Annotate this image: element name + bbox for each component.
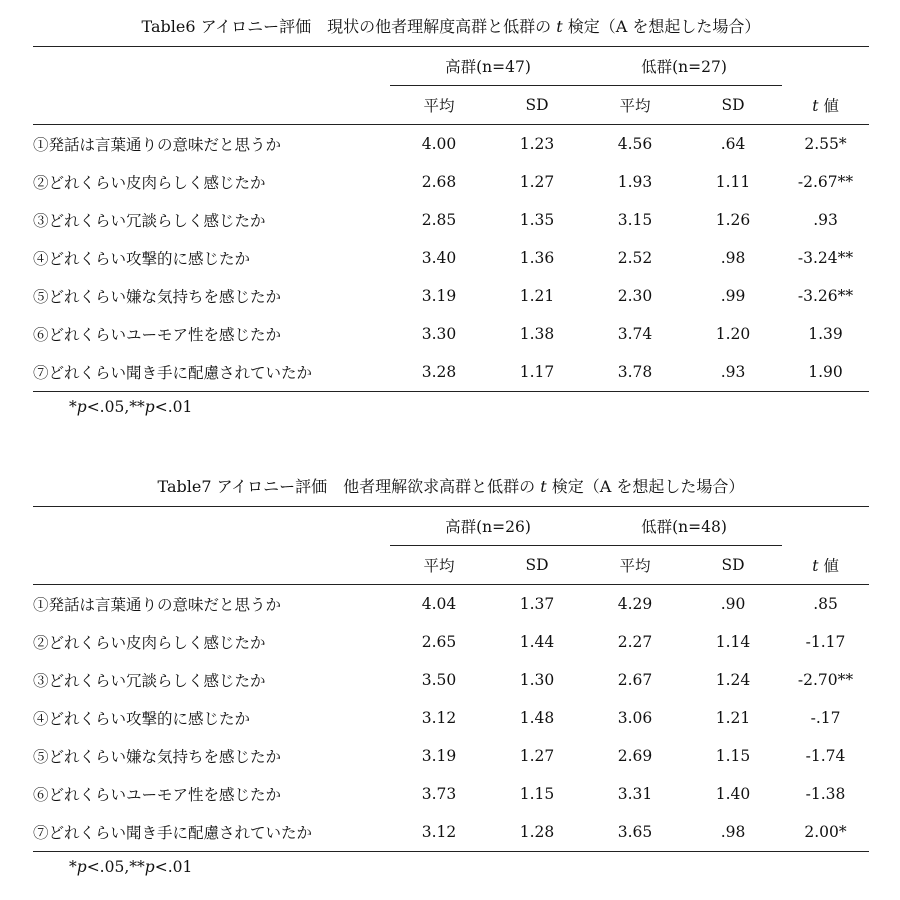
low-mean-cell: 2.30 — [617, 287, 653, 305]
low-sd-cell: .64 — [720, 135, 746, 153]
high-mean-cell: 3.19 — [421, 287, 457, 305]
t-value-cell: -1.74 — [805, 747, 846, 765]
low-sd-cell: 1.14 — [715, 633, 751, 651]
col-mean-high: 平均 — [390, 546, 488, 585]
high-mean-cell: 3.12 — [421, 709, 457, 727]
high-mean-cell: 2.85 — [421, 211, 457, 229]
low-sd-cell: .93 — [684, 353, 782, 392]
table-row — [33, 125, 869, 164]
col-sd-low: SD — [684, 546, 782, 585]
t-value-cell: 1.90 — [782, 353, 869, 392]
row-label-cell: ③どれくらい冗談らしく感じたか — [33, 212, 266, 230]
col-mean-high: 平均 — [390, 86, 488, 125]
col-sd-high: SD — [488, 86, 586, 125]
high-sd-cell: 1.44 — [519, 633, 555, 651]
row-label-cell: ⑤どれくらい嫌な気持ちを感じたか — [33, 748, 282, 766]
table-row — [33, 585, 869, 624]
t-value-cell: -3.26** — [797, 287, 854, 305]
row-label-cell: ⑥どれくらいユーモア性を感じたか — [33, 786, 282, 804]
high-sd-cell: 1.28 — [488, 813, 586, 852]
col-t: t 値 — [782, 86, 869, 125]
t-value-cell: -1.38 — [805, 785, 846, 803]
row-label-cell: ①発話は言葉通りの意味だと思うか — [33, 136, 282, 154]
table-row — [33, 775, 869, 813]
low-mean-cell: 3.78 — [586, 353, 684, 392]
high-sd-cell: 1.23 — [519, 135, 555, 153]
t-value-cell: -3.24** — [797, 249, 854, 267]
t-value-cell: 2.00* — [782, 813, 869, 852]
high-mean-cell: 3.28 — [390, 353, 488, 392]
high-mean-cell: 3.50 — [421, 671, 457, 689]
high-mean-cell: 4.04 — [421, 595, 457, 613]
col-mean-low: 平均 — [586, 546, 684, 585]
low-mean-cell: 2.27 — [617, 633, 653, 651]
high-sd-cell: 1.37 — [519, 595, 555, 613]
high-sd-cell: 1.30 — [519, 671, 555, 689]
low-mean-cell: 3.65 — [586, 813, 684, 852]
low-sd-cell: 1.21 — [715, 709, 751, 727]
low-sd-cell: .99 — [720, 287, 746, 305]
group-high-header: 高群(n=47) — [390, 47, 586, 86]
row-label-cell: ④どれくらい攻撃的に感じたか — [33, 250, 251, 268]
significance-note: *p<.05,**p<.01 — [69, 858, 193, 876]
low-mean-cell: 4.56 — [617, 135, 653, 153]
t-value-cell: .93 — [813, 211, 838, 229]
table-row — [33, 315, 869, 353]
row-label-cell: ③どれくらい冗談らしく感じたか — [33, 672, 266, 690]
high-mean-cell: 4.00 — [421, 135, 457, 153]
high-mean-cell: 2.68 — [421, 173, 457, 191]
low-sd-cell: 1.40 — [715, 785, 751, 803]
t-value-cell: 2.55* — [804, 135, 847, 153]
table-caption: Table7 アイロニー評価 他者理解欲求高群と低群の t 検定（A を想起した場合） — [157, 477, 745, 496]
high-mean-cell: 3.30 — [421, 325, 457, 343]
group-low-header: 低群(n=27) — [586, 47, 782, 86]
row-label-cell: ②どれくらい皮肉らしく感じたか — [33, 174, 266, 192]
low-sd-cell: 1.26 — [715, 211, 751, 229]
high-sd-cell: 1.15 — [519, 785, 555, 803]
low-mean-cell: 3.74 — [617, 325, 653, 343]
high-mean-cell: 3.73 — [421, 785, 457, 803]
low-mean-cell: 2.67 — [617, 671, 653, 689]
group-high-header: 高群(n=26) — [390, 507, 586, 546]
table-row — [33, 353, 869, 392]
col-mean-low: 平均 — [586, 86, 684, 125]
low-sd-cell: 1.20 — [715, 325, 751, 343]
high-sd-cell: 1.17 — [488, 353, 586, 392]
table-row — [33, 239, 869, 277]
table-row — [33, 623, 869, 661]
stats-table — [33, 506, 869, 852]
low-mean-cell: 2.52 — [617, 249, 653, 267]
low-mean-cell: 3.31 — [617, 785, 653, 803]
table-row — [33, 163, 869, 201]
t-value-cell: -.17 — [810, 709, 841, 727]
low-mean-cell: 4.29 — [617, 595, 653, 613]
table-row — [33, 661, 869, 699]
high-sd-cell: 1.21 — [519, 287, 555, 305]
group-low-header: 低群(n=48) — [586, 507, 782, 546]
high-mean-cell: 3.19 — [421, 747, 457, 765]
table-row — [33, 277, 869, 315]
stats-table — [33, 46, 869, 392]
t-value-cell: 1.39 — [808, 325, 843, 343]
row-label-cell: ②どれくらい皮肉らしく感じたか — [33, 634, 266, 652]
high-sd-cell: 1.36 — [519, 249, 555, 267]
table-row — [33, 813, 869, 852]
header-row-columns — [33, 86, 869, 125]
high-sd-cell: 1.27 — [519, 747, 555, 765]
low-mean-cell: 2.69 — [617, 747, 653, 765]
low-mean-cell: 3.15 — [617, 211, 653, 229]
table-row — [33, 737, 869, 775]
high-mean-cell: 2.65 — [421, 633, 457, 651]
row-label-cell: ⑦どれくらい聞き手に配慮されていたか — [33, 353, 390, 392]
low-sd-cell: 1.11 — [715, 173, 751, 191]
header-row-columns — [33, 546, 869, 585]
row-label-cell: ⑤どれくらい嫌な気持ちを感じたか — [33, 288, 282, 306]
row-label-cell: ④どれくらい攻撃的に感じたか — [33, 710, 251, 728]
low-mean-cell: 3.06 — [617, 709, 653, 727]
table-caption: Table6 アイロニー評価 現状の他者理解度高群と低群の t 検定（A を想起した場合） — [141, 17, 761, 36]
row-label-cell: ①発話は言葉通りの意味だと思うか — [33, 596, 282, 614]
header-row-groups — [33, 47, 869, 86]
high-sd-cell: 1.38 — [519, 325, 555, 343]
table-row — [33, 699, 869, 737]
t-value-cell: -1.17 — [805, 633, 846, 651]
high-mean-cell: 3.12 — [390, 813, 488, 852]
high-sd-cell: 1.48 — [519, 709, 555, 727]
col-t: t 値 — [782, 546, 869, 585]
high-sd-cell: 1.27 — [519, 173, 555, 191]
t-value-cell: .85 — [813, 595, 838, 613]
high-sd-cell: 1.35 — [519, 211, 555, 229]
t-value-cell: -2.70** — [797, 671, 854, 689]
col-sd-low: SD — [684, 86, 782, 125]
low-sd-cell: .98 — [720, 249, 746, 267]
significance-note: *p<.05,**p<.01 — [69, 398, 193, 416]
header-row-groups — [33, 507, 869, 546]
low-mean-cell: 1.93 — [617, 173, 653, 191]
row-label-cell: ⑦どれくらい聞き手に配慮されていたか — [33, 813, 390, 852]
table-row — [33, 201, 869, 239]
low-sd-cell: 1.15 — [715, 747, 751, 765]
row-label-cell: ⑥どれくらいユーモア性を感じたか — [33, 326, 282, 344]
low-sd-cell: 1.24 — [715, 671, 751, 689]
low-sd-cell: .90 — [720, 595, 746, 613]
low-sd-cell: .98 — [684, 813, 782, 852]
high-mean-cell: 3.40 — [421, 249, 457, 267]
col-sd-high: SD — [488, 546, 586, 585]
t-value-cell: -2.67** — [797, 173, 854, 191]
